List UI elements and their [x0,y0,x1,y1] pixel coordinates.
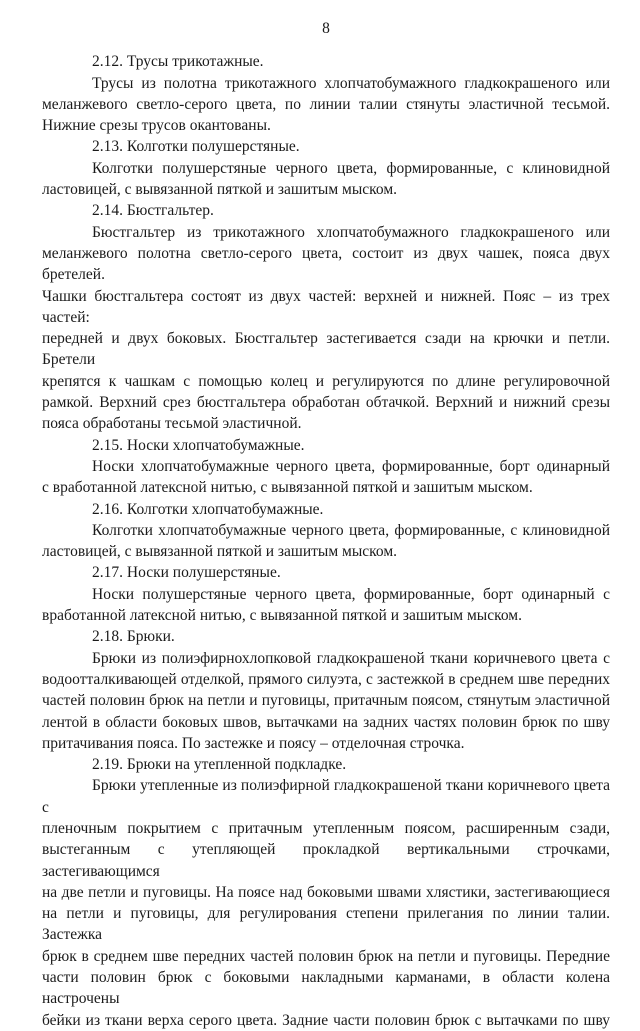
paragraph [42,584,610,627]
text-line: передней и двух боковых. Бюстгальтер застегивается сзади на крючки и петли. Бретели [42,330,610,369]
text-line: лентой в области боковых швов, вытачками на задних частях половин брюк по шву [42,713,610,731]
heading [42,626,610,647]
paragraph [42,456,610,499]
text-line: Колготки полушерстяные черного цвета, формированные, с клиновидной [92,159,610,177]
text-line: пояса обработаны тесьмой эластичной. [42,415,302,433]
heading [42,435,610,456]
text-line: 2.16. Колготки хлопчатобумажные. [92,500,324,518]
text-line: 2.18. Брюки. [92,628,175,646]
text-line: рамкой. Верхний срез бюстгальтера обработан обтачкой. Верхний и нижний срезы [42,394,610,412]
heading [42,136,610,157]
text-line: 2.14. Бюстгальтер. [92,202,214,220]
text-line: меланжевого светло-серого цвета, по линии талии стянуты эластичной тесьмой. [42,95,610,113]
document-content [42,51,610,1031]
text-line: пленочным покрытием с притачным утепленным поясом, расширенным сзади, [42,819,610,837]
text-line: 2.17. Носки полушерстяные. [92,564,281,582]
text-line: меланжевого полотна светло-серого цвета, состоит из двух чашек, пояса двух бретелей. [42,244,610,284]
heading [42,499,610,520]
text-line: притачивания пояса. По застежке и поясу – отделочная строчка. [42,734,465,752]
text-line: Чашки бюстгальтера состоят из двух частей: верхней и нижней. Пояс – из трех частей: [42,287,610,326]
text-line: выстеганным с утепляющей прокладкой вертикальными строчками, застегивающимся [42,841,610,880]
text-line: брюк в среднем шве передних частей половин брюк на петли и пуговицы. Передние [42,947,610,965]
page-number: 8 [322,20,330,37]
text-line: Носки хлопчатобумажные черного цвета, формированные, борт одинарный [92,457,610,475]
text-line: водоотталкивающей отделкой, прямого силуэта, с застежкой в среднем шве передних [42,670,610,688]
heading [42,754,610,775]
paragraph [42,648,610,754]
text-line: Носки полушерстяные черного цвета, формированные, борт одинарный с [92,585,610,603]
paragraph [42,775,610,1031]
text-line: на две петли и пуговицы. На поясе над боковыми швами хлястики, застегивающиеся [42,883,610,901]
text-line: с вработанной латексной нитью, с вывязанной пяткой и зашитым мыском. [42,479,533,497]
text-line: части половин брюк с боковыми накладными карманами, в области колена настрочены [42,969,610,1008]
text-line: ластовицей, с вывязанной пяткой и зашитым мыском. [42,543,398,561]
paragraph [42,222,610,435]
text-line: на петли и пуговицы, для регулирования степени прилегания по линии талии. Застежка [42,905,610,944]
text-line: 2.15. Носки хлопчатобумажные. [92,436,305,454]
paragraph [42,73,610,137]
text-line: вработанной латексной нитью, с вывязанной пяткой и зашитым мыском. [42,607,522,625]
paragraph [42,158,610,201]
text-line: бейки из ткани верха серого цвета. Задние части половин брюк с вытачками по шву [42,1011,610,1029]
paragraph [42,520,610,563]
text-line: ластовицей, с вывязанной пяткой и зашитым мыском. [42,181,398,199]
text-line: 2.12. Трусы трикотажные. [92,53,264,71]
heading [42,51,610,72]
text-line: Бюстгальтер из трикотажного хлопчатобумажного гладкокрашеного или [92,223,610,241]
text-line: Брюки из полиэфирнохлопковой гладкокрашеной ткани коричневого цвета с [92,649,610,667]
text-line: Нижние срезы трусов окантованы. [42,117,271,135]
text-line: частей половин брюк на петли и пуговицы, притачным поясом, стянутым эластичной [42,692,610,710]
text-line: Брюки утепленные из полиэфирной гладкокрашеной ткани коричневого цвета с [42,777,610,816]
text-line: Трусы из полотна трикотажного хлопчатобумажного гладкокрашеного или [92,74,610,92]
heading [42,200,610,221]
heading [42,562,610,583]
text-line: 2.13. Колготки полушерстяные. [92,138,300,156]
text-line: 2.19. Брюки на утепленной подкладке. [92,756,347,774]
text-line: Колготки хлопчатобумажные черного цвета, формированные, с клиновидной [92,521,610,539]
text-line: крепятся к чашкам с помощью колец и регулируются по длине регулировочной [42,372,610,390]
